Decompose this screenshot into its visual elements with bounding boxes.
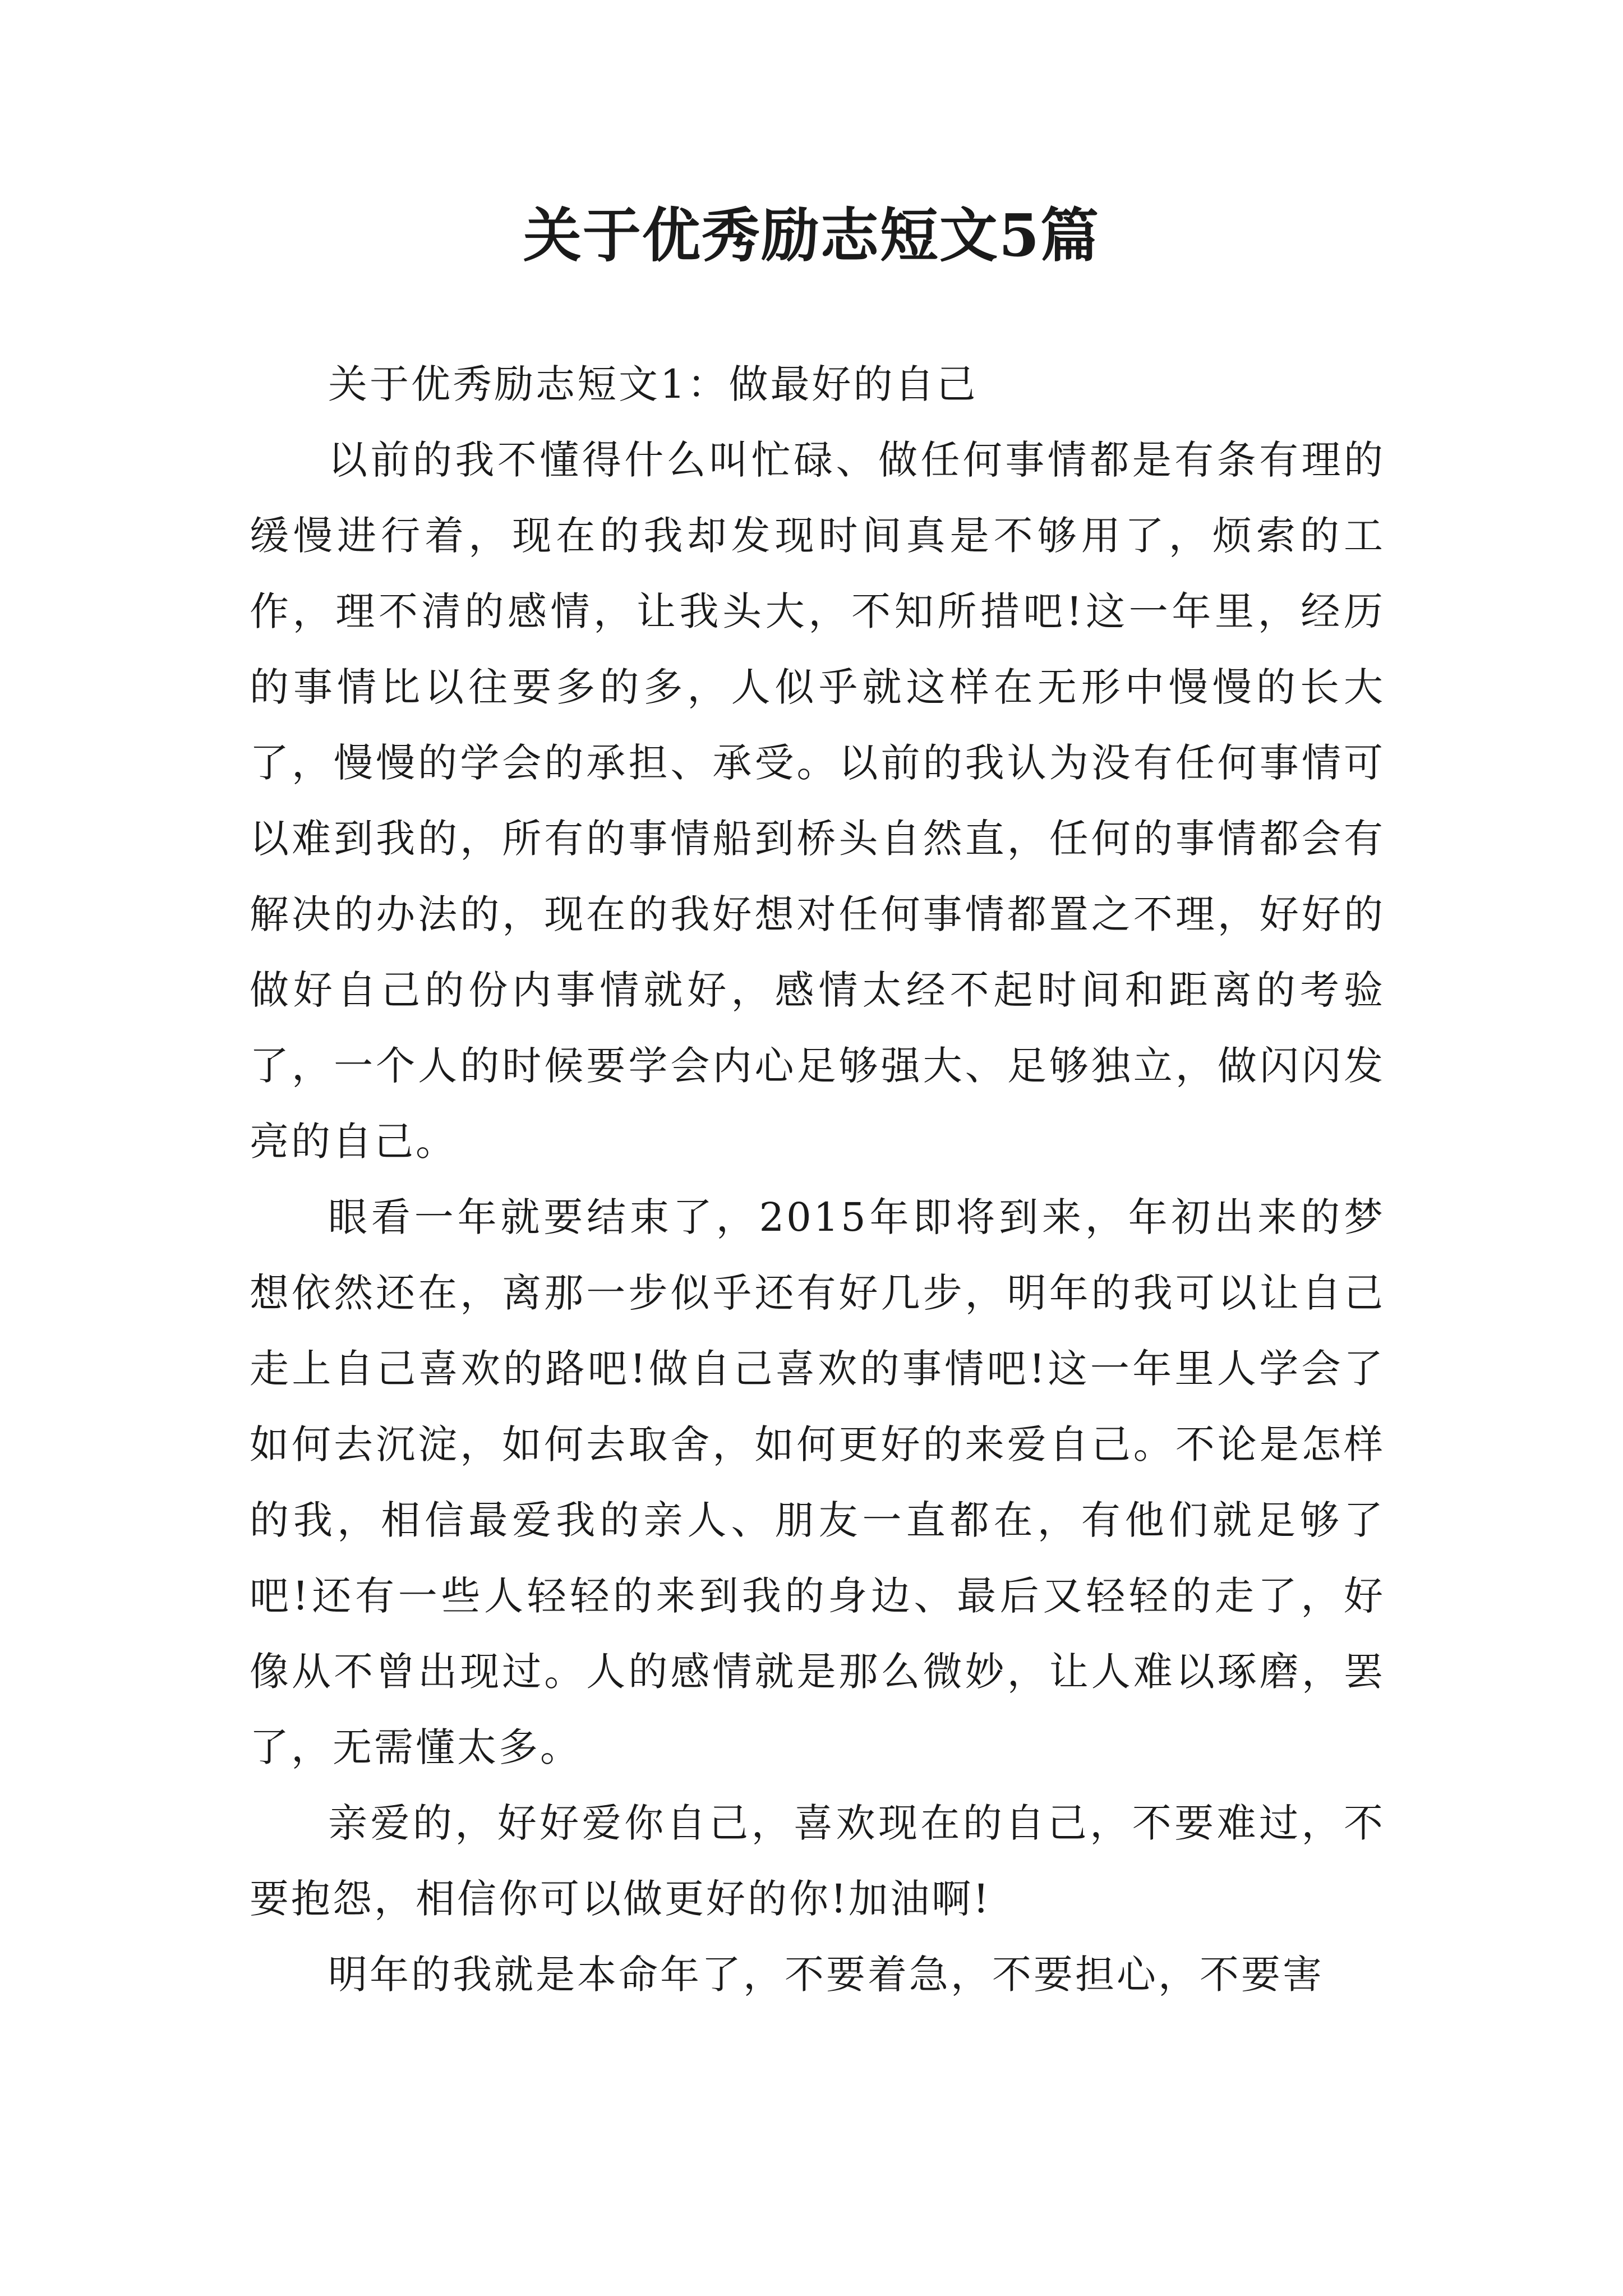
document-title: 关于优秀励志短文5篇 xyxy=(523,201,1100,270)
section-heading: 关于优秀励志短文1：做最好的自己 xyxy=(328,361,978,407)
document-body xyxy=(250,347,1385,2013)
paragraph: 以前的我不懂得什么叫忙碌、做任何事情都是有条有理的缓慢进行着，现在的我却发现时间真是不够用了，烦索的工作，理不清的感情，让我头大，不知所措吧!这一年里，经历的事情比以往要多的多，人似乎就这样在无形中慢慢的长大了，慢慢的学会的承担、承受。以前的我认为没有任何事情可以难到我的，所有的事情船到桥头自然直，任何的事情都会有解决的办法的，现在的我好想对任何事情都置之不理，好好的做好自己的份内事情就好，感情太经不起时间和距离的考验了，一个人的时候要学会内心足够强大、足够独立，做闪闪发亮的自己。 xyxy=(250,437,1385,1165)
paragraph: 明年的我就是本命年了，不要着急，不要担心，不要害 xyxy=(328,1952,1324,1998)
paragraph: 亲爱的，好好爱你自己，喜欢现在的自己，不要难过，不要抱怨，相信你可以做更好的你!加油啊! xyxy=(250,1800,1385,1922)
paragraph: 眼看一年就要结束了，2015年即将到来，年初出来的梦想依然还在，离那一步似乎还有好几步，明年的我可以让自己走上自己喜欢的路吧!做自己喜欢的事情吧!这一年里人学会了如何去沉淀，如何去取舍，如何更好的来爱自己。不论是怎样的我，相信最爱我的亲人、朋友一直都在，有他们就足够了吧!还有一些人轻轻的来到我的身边、最后又轻轻的走了，好像从不曾出现过。人的感情就是那么微妙，让人难以琢磨，罢了，无需懂太多。 xyxy=(250,1194,1385,1770)
